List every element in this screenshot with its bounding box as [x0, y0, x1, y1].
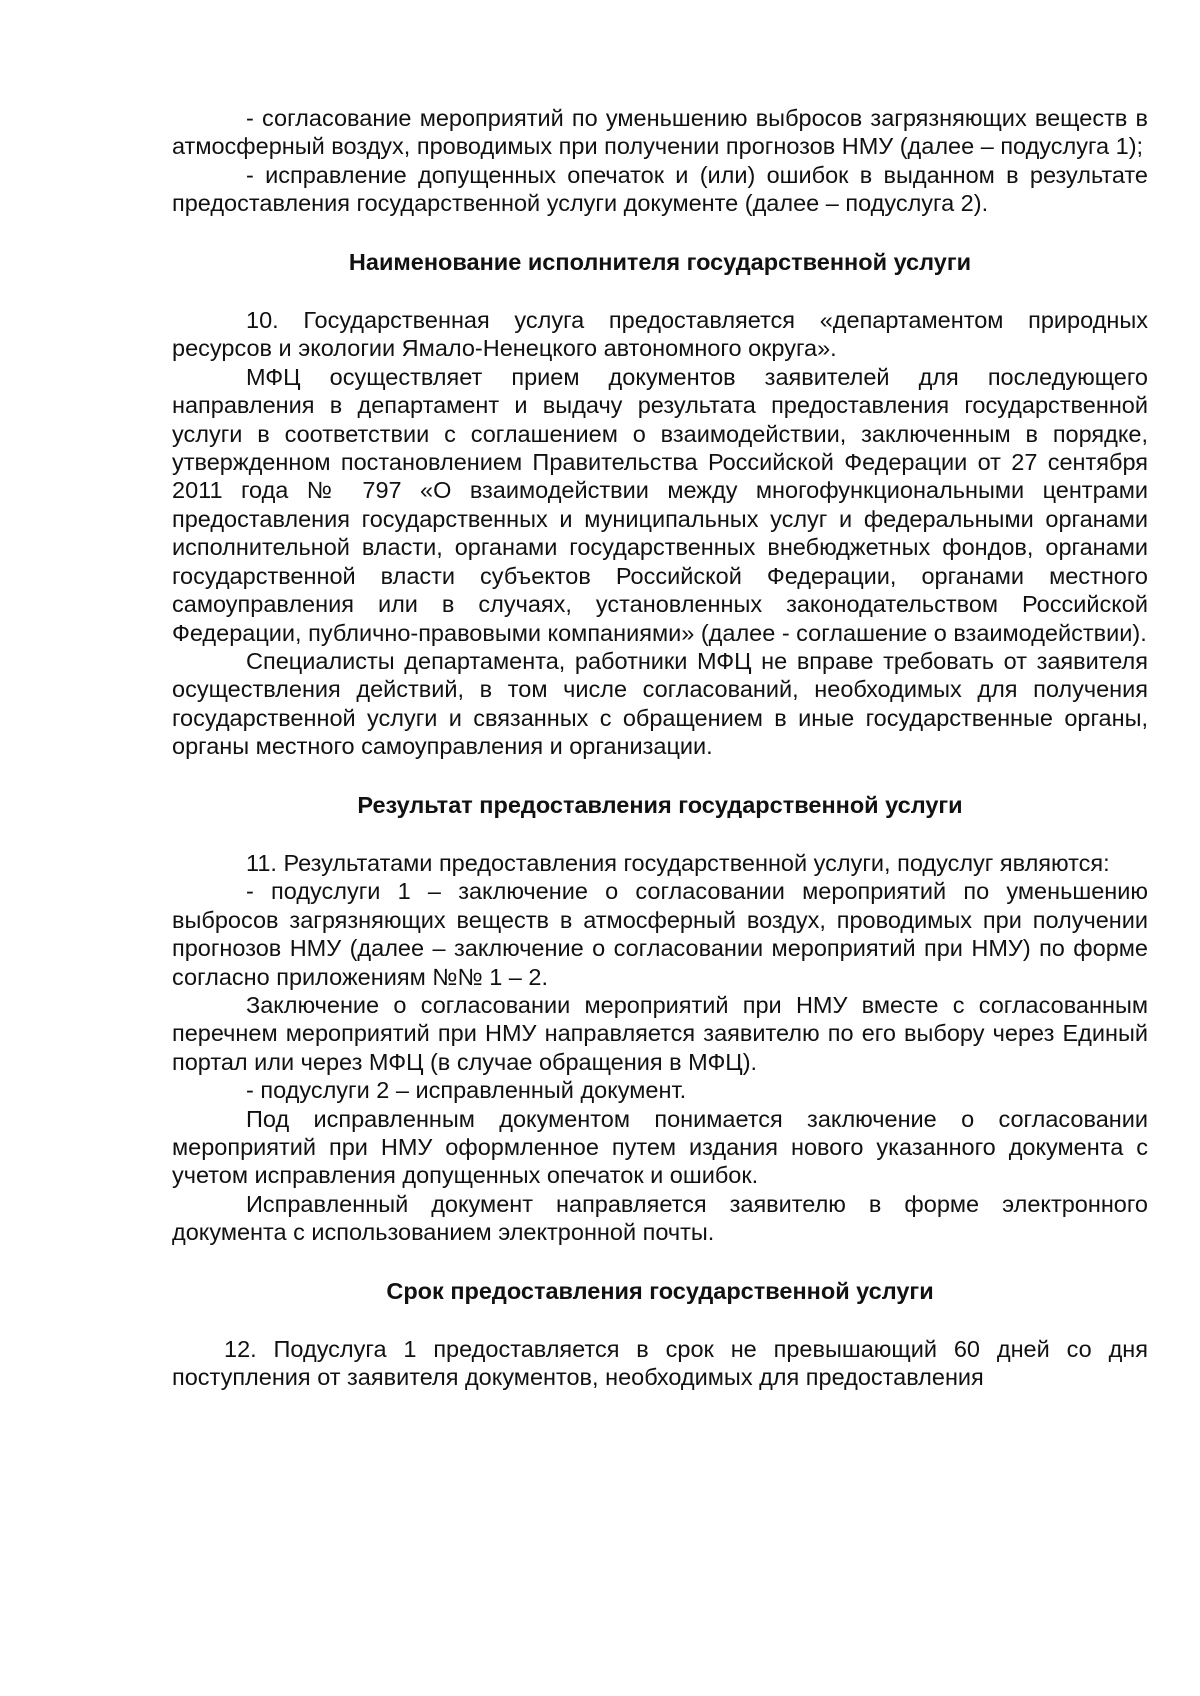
heading-executor: Наименование исполнителя государственной услуги	[348, 248, 972, 275]
heading-term: Срок предоставления государственной услуги	[386, 1277, 934, 1304]
paragraph-subservice-2: - исправление допущенных опечаток и (или) ошибок в выданном в результате предоставления государственной услуги документе (далее – подуслуга 2).	[172, 161, 1148, 217]
paragraph-result-subservice-2: - подуслуги 2 – исправленный документ.	[246, 1077, 687, 1104]
paragraph-result-subservice-1: - подуслуги 1 – заключение о согласовании мероприятий по уменьшению выбросов загрязняющих веществ в атмосферный воздух, проводимых при получении прогнозов НМУ (далее – заключение о согласовании мероприятий при НМУ) по форме согласно приложениям №№ 1 – 2.	[172, 878, 1148, 990]
paragraph-11: 11. Результатами предоставления государственной услуги, подуслуг являются:	[246, 849, 1110, 876]
heading-result: Результат предоставления государственной услуги	[357, 791, 963, 818]
paragraph-12: 12. Подуслуга 1 предоставляется в срок не превышающий 60 дней со дня поступления от заявителя документов, необходимых для предоставления	[172, 1336, 1148, 1391]
paragraph-corrected-definition: Под исправленным документом понимается заключение о согласовании мероприятий при НМУ оформленное путем издания нового указанного документа с учетом исправления допущенных опечаток и ошибок.	[172, 1105, 1148, 1189]
document-page	[172, 104, 1148, 1392]
paragraph-mfc: МФЦ осуществляет прием документов заявителей для последующего направления в департамент и выдачу результата предоставления государственной услуги в соответствии с соглашением о взаимодействии, заключенным в порядке, утвержденном постановлением Правительства Российской Федерации от 27 сентября 2011 года № 797 «О взаимодействии между многофункциональными центрами предоставления государственных и муниципальных услуг и федеральными органами исполнительной власти, органами государственных внебюджетных фондов, органами государственной власти субъектов Российской Федерации, органами местного самоуправления или в случаях, установленных законодательством Российской Федерации, публично-правовыми компаниями» (далее - соглашение о взаимодействии).	[172, 363, 1148, 646]
paragraph-subservice-1: - согласование мероприятий по уменьшению выбросов загрязняющих веществ в атмосферный воздух, проводимых при получении прогнозов НМУ (далее – подуслуга 1);	[172, 105, 1148, 160]
paragraph-conclusion: Заключение о согласовании мероприятий при НМУ вместе с согласованным перечнем мероприятий при НМУ направляется заявителю по его выбору через Единый портал или через МФЦ (в случае обращения в МФЦ).	[172, 991, 1148, 1075]
paragraph-corrected-delivery: Исправленный документ направляется заявителю в форме электронного документа с использованием электронной почты.	[172, 1190, 1148, 1246]
paragraph-specialists: Специалисты департамента, работники МФЦ не вправе требовать от заявителя осуществления действий, в том числе согласований, необходимых для получения государственной услуги и связанных с обращением в иные государственные органы, органы местного самоуправления и организации.	[172, 647, 1148, 760]
paragraph-10: 10. Государственная услуга предоставляется «департаментом природных ресурсов и экологии Ямало-Ненецкого автономного округа».	[172, 307, 1148, 362]
